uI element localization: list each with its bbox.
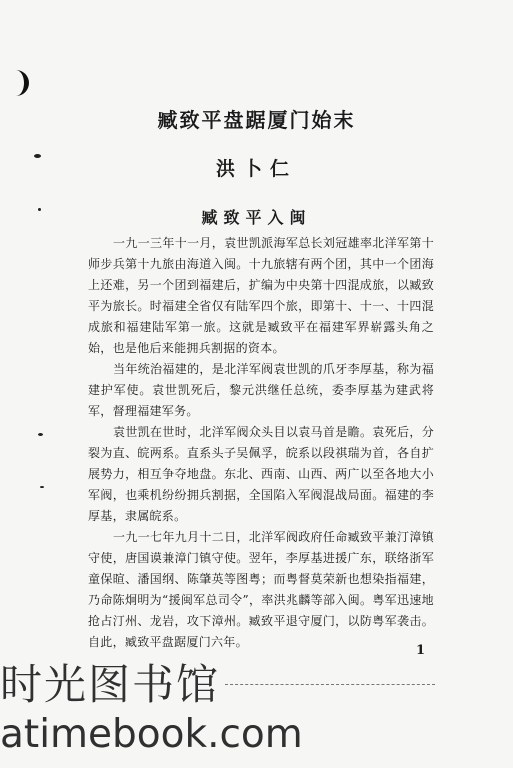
binding-edge-mark [14, 70, 29, 96]
article-title: 臧致平盘踞厦门始末 [157, 108, 356, 132]
paragraph: 一九一三年十一月，袁世凯派海军总长刘冠雄率北洋军第十师步兵第十九旅由海道入闽。十九旅辖有两个团，其中一个团海上还难，另一个团到福建后，扩编为中央第十四混成旅，以臧致平为旅长。时福建全省仅有陆军四个旅，即第十、十一、十四混成旅和福建陆军第一旅。这就是臧致平在福建军界崭露头角之始，也是他后来能拥兵割据的资本。 [88, 236, 434, 355]
author-name: 洪卜仁 [215, 158, 297, 180]
paragraph: 当年统治福建的，是北洋军阀袁世凯的爪牙李厚基，称为福建护军使。袁世凯死后，黎元洪继任总统，委李厚基为建武将军，督理福建军务。 [88, 362, 434, 418]
watermark-url: atimebook.com [0, 712, 303, 757]
paragraph: 袁世凯在世时，北洋军阀众头目以袁马首是瞻。袁死后，分裂为直、皖两系。直系头子吴佩孚，皖系以段祺瑞为首，各自扩展势力，相互争夺地盘。东北、西南、山西、两广以至各地大小军阀，也乘机纷纷拥兵割据，全国陷入军阀混战局面。福建的李厚基，隶属皖系。 [88, 425, 434, 523]
article-body [88, 233, 434, 653]
footer-rule [225, 684, 435, 685]
paragraph: 一九一七年九月十二日，北洋军阀政府任命臧致平兼汀漳镇守使，唐国谟兼漳门镇守使。翌年，李厚基进援广东，联络浙军童保暄、潘国纲、陈肇英等图粤；而粤督莫荣新也想染指福建，乃命陈炯明为“援闽军总司令”，率洪兆麟等部入闽。粤军迅速地抢占汀州、龙岩，攻下漳州。臧致平退守厦门，以防粤军袭击。自此，臧致平盘踞厦门六年。 [88, 530, 434, 649]
page-number: 1 [416, 643, 426, 658]
section-heading: 臧致平入闽 [201, 208, 312, 227]
watermark-site-name: 时光图书馆 [0, 660, 221, 709]
scan-speck [40, 486, 44, 488]
scan-speck [38, 433, 43, 436]
